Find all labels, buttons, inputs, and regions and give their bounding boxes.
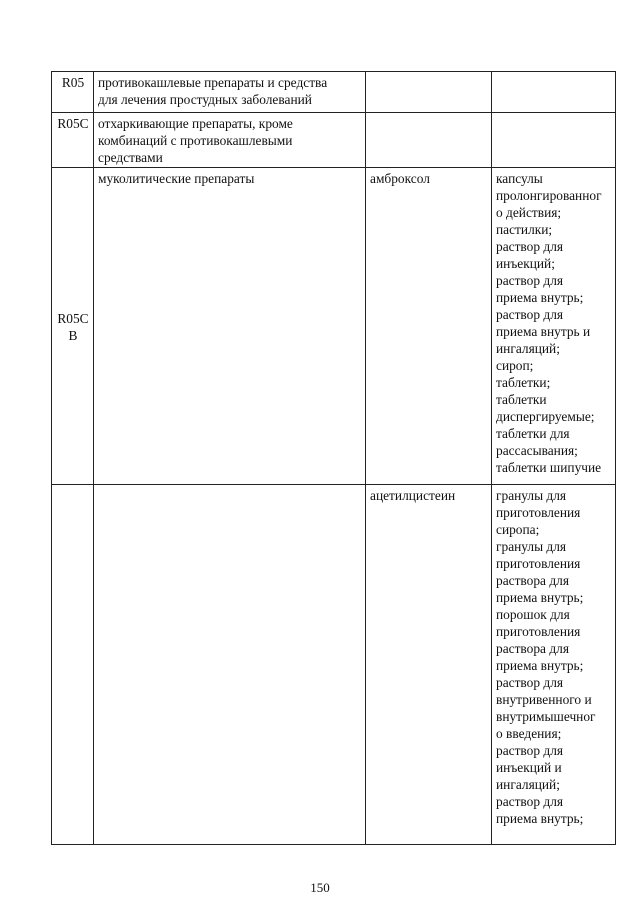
dosage-forms-cell <box>492 113 616 168</box>
dosage-forms: капсулы пролонгированног о действия; пастилки; раствор для инъекций; раствор для приема внутрь; раствор для приема внутрь и ингаляций; сироп; таблетки; таблетки диспергируемые; таблетки для рассасывания; таблетки шипучие <box>496 171 602 475</box>
dosage-forms: гранулы для приготовления сиропа; гранулы для приготовления раствора для приема внутрь; порошок для приготовления раствора для приема внутрь; раствор для внутривенного и внутримышечног о введения; раствор для инъекций и ингаляций; раствор для приема внутрь; <box>496 488 596 826</box>
atc-code-cell <box>52 168 94 485</box>
substance-name: ацетилцистеин <box>370 488 456 503</box>
table-row <box>52 485 616 845</box>
group-name-cell <box>94 113 366 168</box>
substance-cell <box>366 72 492 113</box>
table-row <box>52 72 616 113</box>
group-name-cell <box>94 485 366 845</box>
atc-code-cell <box>52 485 94 845</box>
dosage-forms-cell <box>492 72 616 113</box>
page-number: 150 <box>310 880 330 895</box>
dosage-forms-cell <box>492 485 616 845</box>
group-name: отхаркивающие препараты, кроме комбинаций с противокашлевыми средствами <box>98 116 293 165</box>
substance-cell <box>366 113 492 168</box>
substance-cell <box>366 168 492 485</box>
drug-table <box>51 71 616 845</box>
group-name-cell <box>94 168 366 485</box>
group-name: муколитические препараты <box>98 171 255 186</box>
group-name-cell <box>94 72 366 113</box>
substance-cell <box>366 485 492 845</box>
atc-code-cell <box>52 72 94 113</box>
atc-code: R05C <box>57 116 89 131</box>
table-row <box>52 113 616 168</box>
atc-code: R05 <box>61 75 85 90</box>
substance-name: амброксол <box>370 171 430 186</box>
table-row <box>52 168 616 485</box>
atc-code: R05C B <box>57 310 89 343</box>
atc-code-cell <box>52 113 94 168</box>
group-name: противокашлевые препараты и средства для лечения простудных заболеваний <box>98 75 328 107</box>
dosage-forms-cell <box>492 168 616 485</box>
